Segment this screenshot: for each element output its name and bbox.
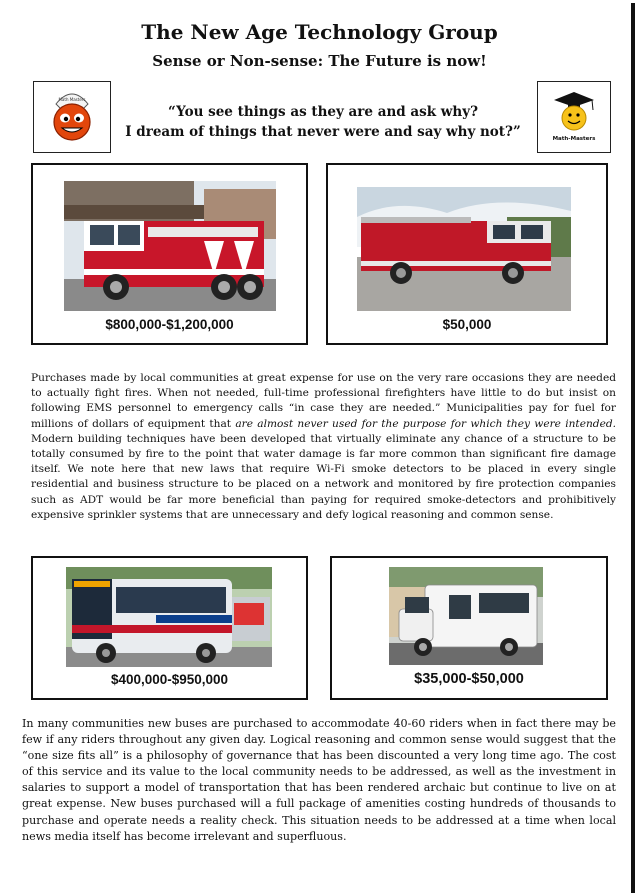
shuttle-bus-photo bbox=[389, 567, 543, 665]
page-border-rule bbox=[631, 3, 635, 893]
quote-line-1: “You see things as they are and ask why? bbox=[167, 104, 478, 120]
bus-paragraph: In many communities new buses are purchased to accommodate 40-60 riders when in fact there may be few if any riders throughout any given day. Logical reasoning and common sense would suggest that the “one size fits all” is a philosophy of governance that has been discounted a very long time ago. The cost of this service and its value to the local community needs to be addressed, as well as the investment in salaries to support a model of transportation that has been rendered archaic but continue to live on at great expense. New buses purchased will a full package of amenities costing hundreds of thousands to purchase and operate needs a reality check. This situation needs to be addressed at a time when local news media itself has become irrelevant and superfluous. bbox=[22, 717, 616, 843]
cartoon-face-icon bbox=[34, 82, 110, 152]
city-bus-photo bbox=[66, 567, 272, 667]
paragraph1-italic: are almost never used for the purpose for which they were intended. bbox=[235, 417, 616, 430]
ladder-fire-truck-photo bbox=[64, 181, 276, 311]
graduate-emoji-icon bbox=[538, 82, 610, 152]
bus-price-large: $400,000-$950,000 bbox=[110, 672, 229, 687]
math-masters-logo-right bbox=[537, 81, 611, 153]
left-logo-label: Math Masters bbox=[58, 97, 86, 102]
page-subtitle: Sense or Non-sense: The Future is now! bbox=[152, 52, 487, 70]
paragraph1-text-b: Modern building techniques have been developed that virtually eliminate any chance of a structure to be totally consumed by fire to the point that water damage is far more common than significant fire damage itself. We note here that new laws that require Wi-Fi smoke detectors to be placed in every single residential and business structure to be placed on a network and monitored by fire protection companies such as ADT would be far more beneficial than paying for required smoke-detectors and prohibitively expensive sprinkler systems that are unnecessary and defy logical reasoning and common sense. bbox=[31, 432, 616, 521]
fire-truck-price-small: $50,000 bbox=[442, 317, 492, 332]
page-title: The New Age Technology Group bbox=[141, 20, 498, 44]
bus-price-small: $35,000-$50,000 bbox=[414, 671, 524, 687]
fire-equipment-paragraph bbox=[31, 371, 616, 523]
fire-truck-price-large: $800,000-$1,200,000 bbox=[105, 317, 234, 332]
right-logo-label: Math-Masters bbox=[552, 136, 596, 142]
fire-truck-card-large bbox=[31, 163, 308, 345]
quote-block bbox=[118, 102, 528, 142]
bus-card-large bbox=[31, 556, 308, 700]
fire-truck-card-small bbox=[326, 163, 608, 345]
paragraph1-text-a: Purchases made by local communities at great expense for use on the very rare occasions they are needed to actually fight fires. When not needed, full-time professional firefighters have little to do but insist on following EMS personnel to emergency calls “in case they are needed.” Municipalities pay for fuel for millions of dollars of equipment that bbox=[31, 372, 616, 430]
quote-line-2: I dream of things that never were and say why not?” bbox=[125, 124, 521, 140]
pumper-fire-truck-photo bbox=[357, 187, 571, 311]
bus-card-small bbox=[330, 556, 608, 700]
math-masters-logo-left bbox=[33, 81, 111, 153]
